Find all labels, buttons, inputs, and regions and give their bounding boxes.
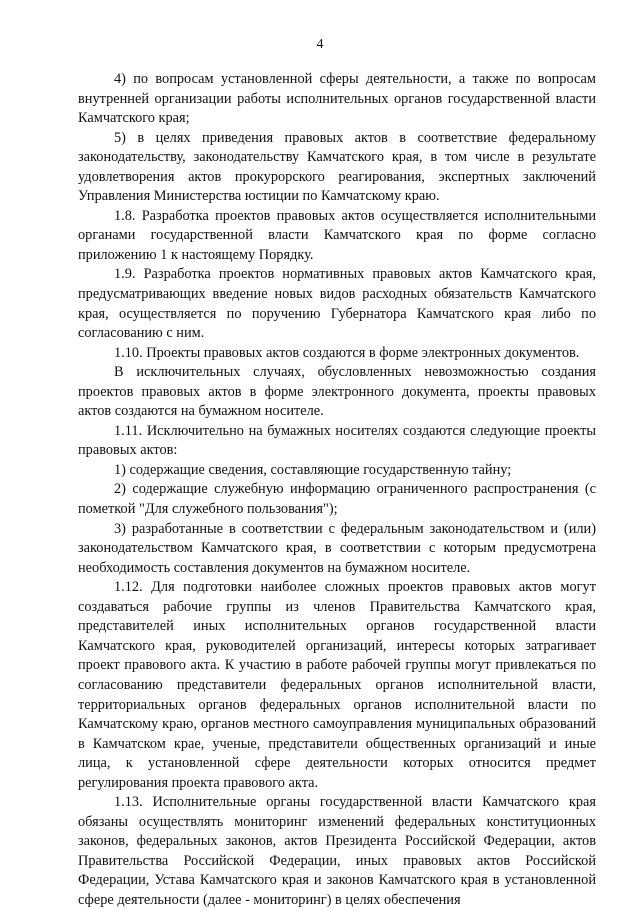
page-number: 4 bbox=[316, 37, 324, 52]
paragraph-1-11-item-2: 2) содержащие служебную информацию ограниченного распространения (с пометкой "Для служебного пользования"); bbox=[78, 481, 596, 518]
paragraph-1-11-item-3: 3) разработанные в соответствии с федеральным законодательством и (или) законодательством Камчатского края, в соответствии с которым предусмотрена необходимость составления документов на бумажном носителе. bbox=[78, 520, 596, 576]
document-body bbox=[78, 70, 596, 911]
paragraph-1-12: 1.12. Для подготовки наиболее сложных проектов правовых актов могут создаваться рабочие группы из членов Правительства Камчатского края, представителей иных исполнительных органов государственной власти Камчатского края, руководителей организаций, интересы которых затрагивает проект правового акта. К участию в работе рабочей группы могут привлекаться по согласованию представители федеральных органов исполнительной власти, территориальных органов федеральных органов исполнительной власти по Камчатскому краю, органов местного самоуправления муниципальных образований в Камчатском крае, ученые, представители общественных организаций и иные лица, к установленной сфере деятельности которых относится предмет регулирования проекта правового акта. bbox=[78, 579, 596, 791]
paragraph-item-5: 5) в целях приведения правовых актов в соответствие федеральному законодательству, законодательству Камчатского края, в том числе в результате удовлетворения актов прокурорского реагирования, экспертных заключений Управления Министерства юстиции по Камчатскому краю. bbox=[78, 129, 596, 205]
paragraph-exceptional-cases: В исключительных случаях, обусловленных невозможностью создания проектов правовых актов в форме электронного документа, проекты правовых актов создаются на бумажном носителе. bbox=[78, 364, 596, 420]
paragraph-1-11: 1.11. Исключительно на бумажных носителях создаются следующие проекты правовых актов: bbox=[78, 422, 596, 459]
paragraph-1-11-item-1: 1) содержащие сведения, составляющие государственную тайну; bbox=[114, 461, 512, 478]
paragraph-1-9: 1.9. Разработка проектов нормативных правовых актов Камчатского края, предусматривающих введение новых видов расходных обязательств Камчатского края, осуществляется по поручению Губернатора Камчатского края либо по согласованию с ним. bbox=[78, 266, 596, 342]
paragraph-1-10: 1.10. Проекты правовых актов создаются в форме электронных документов. bbox=[114, 344, 580, 361]
paragraph-item-4: 4) по вопросам установленной сферы деятельности, а также по вопросам внутренней организации работы исполнительных органов государственной власти Камчатского края; bbox=[78, 71, 596, 127]
paragraph-1-13: 1.13. Исполнительные органы государственной власти Камчатского края обязаны осуществлять мониторинг изменений федеральных конституционных законов, федеральных законов, актов Президента Российской Федерации, актов Правительства Российской Федерации, иных правовых актов Российской Федерации, Устава Камчатского края и законов Камчатского края в установленной сфере деятельности (далее - мониторинг) в целях обеспечения bbox=[78, 794, 596, 908]
paragraph-1-8: 1.8. Разработка проектов правовых актов осуществляется исполнительными органами государственной власти Камчатского края по форме согласно приложению 1 к настоящему Порядку. bbox=[78, 207, 596, 263]
